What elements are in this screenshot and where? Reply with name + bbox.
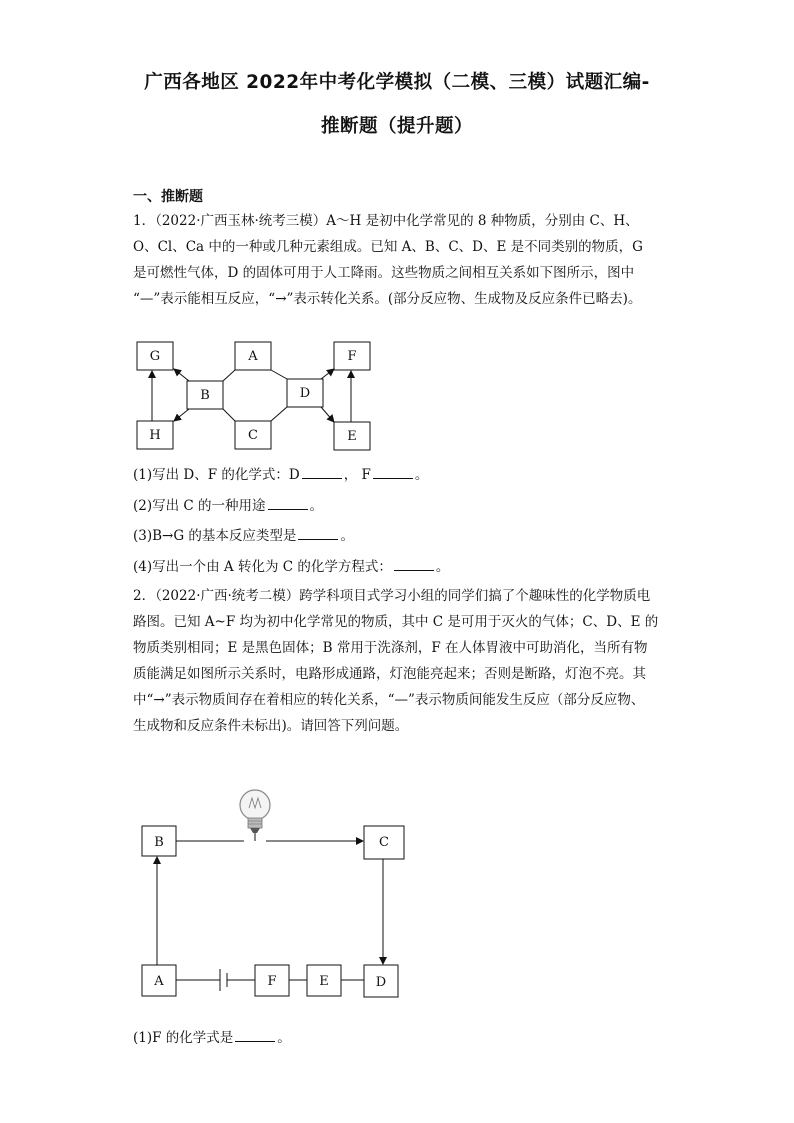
question-2-line: 2．（2022·广西·统考二模）跨学科项目式学习小组的同学们搞了个趣味性的化学物质电 — [133, 588, 651, 604]
question-1-line: O、Cl、Ca 中的一种或几种元素组成。已知 A、B、C、D、E 是不同类别的物质，G — [133, 239, 643, 255]
question-1-sub-2: (2)写出 C 的一种用途 。 — [133, 498, 324, 514]
question-1-line: 是可燃性气体，D 的固体可用于人工降雨。这些物质之间相互关系如下图所示，图中 — [133, 265, 635, 281]
answer-blank-f-formula[interactable] — [235, 1029, 275, 1042]
node-G-label: G — [149, 349, 161, 364]
light-bulb-icon — [240, 790, 270, 841]
node-F-label: F — [347, 349, 357, 364]
edge-B-C — [223, 409, 235, 421]
question-2-text — [133, 583, 673, 739]
answer-blank-reaction-type[interactable] — [298, 527, 338, 540]
question-1-sub-4: (4)写出一个由 A 转化为 C 的化学方程式： 。 — [133, 559, 450, 575]
node-B-label: B — [200, 388, 210, 403]
edge-A-D — [271, 370, 287, 379]
question-2-line: 物质类别相同；E 是黑色固体；B 常用于洗涤剂，F 在人体胃液中可助消化，当所有物 — [133, 640, 648, 656]
page-title-line1: 广西各地区 2022年中考化学模拟（二模、三模）试题汇编- — [144, 72, 650, 93]
node-B2-label: B — [154, 835, 164, 850]
node-D-label: D — [299, 386, 311, 401]
question-1-sub-1: (1)写出 D、F 的化学式：D ， F 。 — [133, 467, 429, 483]
page-title-line2: 推断题（提升题） — [320, 116, 473, 137]
answer-blank-f[interactable] — [373, 466, 413, 479]
node-E-label: E — [347, 429, 357, 444]
node-D2-label: D — [375, 975, 387, 990]
question-2-line: 生成物和反应条件未标出)。请回答下列问题。 — [133, 718, 409, 734]
question-1-line: “—”表示能相互反应，“→”表示转化关系。(部分反应物、生成物及反应条件已略去)。 — [133, 291, 642, 307]
node-H-label: H — [149, 428, 161, 443]
arrow-B-H — [174, 409, 189, 421]
node-F2-label: F — [267, 974, 277, 989]
answer-blank-equation[interactable] — [394, 558, 434, 571]
question-1-line: 1．（2022·广西玉林·统考三模）A～H 是初中化学常见的 8 种物质，分别由 C、H、 — [133, 213, 639, 229]
node-E2-label: E — [319, 974, 329, 989]
question-2-line: 路图。已知 A~F 均为初中化学常见的物质，其中 C 是可用于灭火的气体；C、D、E 的 — [133, 614, 659, 630]
answer-blank-d[interactable] — [302, 466, 342, 479]
edge-A-B — [223, 370, 235, 381]
question-2-line: 质能满足如图所示关系时，电路形成通路，灯泡能亮起来；否则是断路，灯泡不亮。其 — [133, 666, 646, 682]
answer-blank-c-use[interactable] — [268, 497, 308, 510]
node-A2-label: A — [154, 974, 164, 989]
section-heading: 一、推断题 — [133, 189, 203, 205]
arrow-B-G — [174, 369, 189, 381]
question-2-sub-1: (1)F 的化学式是 。 — [133, 1030, 291, 1046]
edge-C-D — [271, 407, 287, 421]
node-C2-label: C — [379, 835, 389, 850]
question-2-line: 中“→”表示物质间存在着相应的转化关系，“—”表示物质间能发生反应（部分反应物、 — [133, 692, 645, 708]
node-C-label: C — [248, 428, 258, 443]
arrow-D-F — [321, 369, 334, 379]
arrow-D-E — [321, 407, 334, 422]
node-A-label: A — [248, 349, 258, 364]
question-1-sub-3: (3)B→G 的基本反应类型是 。 — [133, 528, 354, 544]
